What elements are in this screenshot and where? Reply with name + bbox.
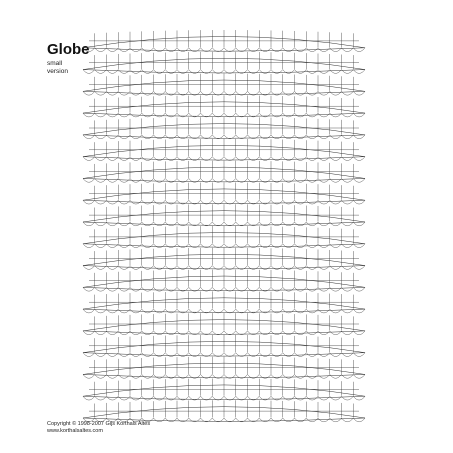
glue-tab [330,70,342,74]
glue-tab [295,353,307,357]
glue-tab [283,266,295,270]
glue-tab [142,266,154,270]
glue-tab [330,157,342,161]
glue-tab [107,222,119,226]
glue-tab [154,135,166,139]
glue-tab [154,309,166,313]
glue-tab [154,331,166,335]
glue-tab [330,200,342,204]
glue-tab [295,374,307,378]
glue-tab [107,396,119,400]
gore-strip [83,74,365,96]
glue-tab [330,91,342,95]
glue-tab [330,309,342,313]
glue-tab [107,287,119,291]
glue-tab [283,48,295,52]
glue-tab [283,418,295,422]
glue-tab [142,244,154,248]
gore-strip [83,291,365,313]
glue-tab [142,396,154,400]
glue-tab [295,91,307,95]
glue-tab [107,48,119,52]
gore-strip [83,226,365,248]
gore-strip [83,335,365,357]
glue-tab [283,353,295,357]
glue-tab [330,287,342,291]
glue-tab [330,396,342,400]
glue-tab [142,331,154,335]
glue-tab [330,178,342,182]
glue-tab [154,396,166,400]
glue-tab [154,266,166,270]
glue-tab [107,113,119,117]
glue-tab [283,396,295,400]
glue-tab [154,353,166,357]
gore-strip [83,270,365,292]
glue-tab [295,309,307,313]
glue-tab [107,135,119,139]
gore-strip [83,161,365,183]
glue-tab [142,48,154,52]
gore-strip [83,248,365,270]
glue-tab [142,178,154,182]
glue-tab [283,135,295,139]
glue-tab [295,157,307,161]
glue-tab [283,287,295,291]
glue-tab [330,135,342,139]
glue-tab [295,418,307,422]
glue-tab [295,287,307,291]
glue-tab [295,48,307,52]
glue-tab [283,157,295,161]
gore-strip [83,313,365,335]
glue-tab [142,222,154,226]
glue-tab [283,178,295,182]
glue-tab [330,353,342,357]
gore-strip [83,30,365,52]
gore-strip [83,182,365,204]
glue-tab [142,374,154,378]
glue-tab [107,353,119,357]
glue-tab [283,200,295,204]
gore-strip [83,95,365,117]
glue-tab [154,157,166,161]
glue-tab [154,418,166,422]
glue-tab [142,157,154,161]
glue-tab [107,157,119,161]
glue-tab [295,200,307,204]
glue-tab [107,244,119,248]
gore-strip [83,117,365,139]
subtitle-version: version [47,68,68,75]
glue-tab [142,70,154,74]
glue-tab [330,374,342,378]
gore-strip [83,204,365,226]
gore-strip [83,400,365,422]
glue-tab [142,309,154,313]
glue-tab [154,113,166,117]
glue-tab [154,374,166,378]
glue-tab [283,222,295,226]
glue-tab [142,353,154,357]
glue-tab [330,266,342,270]
glue-tab [283,70,295,74]
glue-tab [107,91,119,95]
gore-strip [83,357,365,379]
glue-tab [283,91,295,95]
glue-tab [107,200,119,204]
glue-tab [154,222,166,226]
glue-tab [154,244,166,248]
glue-tab [295,178,307,182]
gore-strip [83,378,365,400]
glue-tab [142,135,154,139]
glue-tab [330,244,342,248]
glue-tab [142,200,154,204]
glue-tab [107,309,119,313]
glue-tab [330,222,342,226]
page-title: Globe [47,41,90,58]
gore-strip [83,52,365,74]
glue-tab [107,374,119,378]
glue-tab [295,244,307,248]
subtitle-small: small [47,60,63,67]
glue-tab [295,135,307,139]
glue-tab [295,70,307,74]
glue-tab [142,91,154,95]
glue-tab [154,287,166,291]
glue-tab [154,91,166,95]
glue-tab [142,113,154,117]
glue-tab [283,113,295,117]
gore-strip [83,139,365,161]
glue-tab [283,374,295,378]
glue-tab [154,70,166,74]
copyright-notice: Copyright © 1998-2007 Gijs Korthals Altes [47,421,151,427]
glue-tab [330,418,342,422]
glue-tab [330,113,342,117]
glue-tab [107,178,119,182]
glue-tab [295,396,307,400]
glue-tab [283,244,295,248]
glue-tab [107,70,119,74]
glue-tab [295,113,307,117]
glue-tab [154,48,166,52]
glue-tab [295,222,307,226]
glue-tab [330,331,342,335]
glue-tab [283,309,295,313]
glue-tab [142,287,154,291]
glue-tab [330,48,342,52]
glue-tab [283,331,295,335]
glue-tab [295,266,307,270]
glue-tab [107,266,119,270]
glue-tab [154,178,166,182]
glue-tab [295,331,307,335]
glue-tab [154,200,166,204]
website-link: www.korthalsaltes.com [47,428,103,434]
glue-tab [107,331,119,335]
